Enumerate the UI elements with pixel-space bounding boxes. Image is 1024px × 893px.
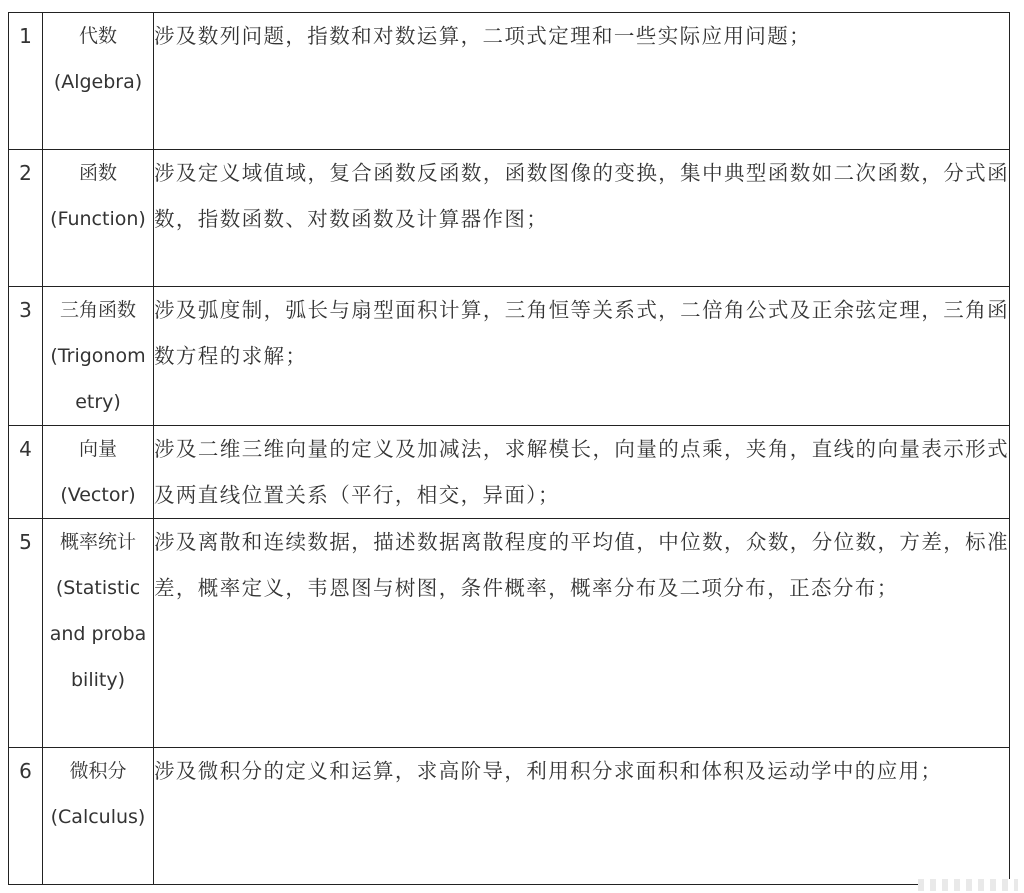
table-row — [9, 519, 1010, 748]
topic-description: 涉及定义域值域，复合函数反函数，函数图像的变换，集中典型函数如二次函数，分式函数，指数函数、对数函数及计算器作图； — [154, 150, 1010, 287]
table-row — [9, 287, 1010, 426]
topic-name-cell — [43, 519, 154, 748]
topic-name-cell — [43, 13, 154, 150]
topic-name-cell — [43, 426, 154, 519]
topic-name-zh: 微积分 — [69, 760, 127, 782]
topic-name-zh: 概率统计 — [59, 531, 136, 553]
topic-name-zh: 代数 — [78, 25, 117, 47]
topic-description: 涉及数列问题，指数和对数运算，二项式定理和一些实际应用问题； — [154, 13, 1010, 150]
topics-table — [8, 12, 1010, 885]
topic-name-en: (Statistic and probability) — [49, 577, 147, 691]
topic-description: 涉及离散和连续数据，描述数据离散程度的平均值，中位数，众数，分位数，方差，标准差，概率定义，韦恩图与树图，条件概率，概率分布及二项分布，正态分布； — [154, 519, 1010, 748]
row-number: 5 — [9, 519, 43, 748]
topic-name-en: (Algebra) — [53, 71, 143, 93]
topic-name-en: (Calculus) — [50, 806, 146, 828]
row-number: 6 — [9, 748, 43, 885]
row-number: 1 — [9, 13, 43, 150]
table-row — [9, 426, 1010, 519]
topic-name-cell — [43, 150, 154, 287]
topic-name-cell — [43, 287, 154, 426]
row-number: 4 — [9, 426, 43, 519]
table-row — [9, 748, 1010, 885]
topic-name-zh: 向量 — [78, 438, 117, 460]
topic-description: 涉及二维三维向量的定义及加减法，求解模长，向量的点乘，夹角，直线的向量表示形式及两直线位置关系（平行，相交，异面）； — [154, 426, 1010, 519]
watermark-strip — [918, 879, 1018, 891]
table-row — [9, 13, 1010, 150]
topic-name-cell — [43, 748, 154, 885]
topic-name-zh: 三角函数 — [59, 299, 136, 321]
table-row — [9, 150, 1010, 287]
topic-description: 涉及弧度制，弧长与扇型面积计算，三角恒等关系式，二倍角公式及正余弦定理，三角函数方程的求解； — [154, 287, 1010, 426]
topic-name-zh: 函数 — [78, 162, 117, 184]
topic-name-en: (Vector) — [60, 484, 136, 506]
row-number: 3 — [9, 287, 43, 426]
topic-description: 涉及微积分的定义和运算，求高阶导，利用积分求面积和体积及运动学中的应用； — [154, 748, 1010, 885]
topic-name-en: (Trigonometry) — [50, 345, 146, 413]
topic-name-en: (Function) — [50, 208, 146, 230]
row-number: 2 — [9, 150, 43, 287]
